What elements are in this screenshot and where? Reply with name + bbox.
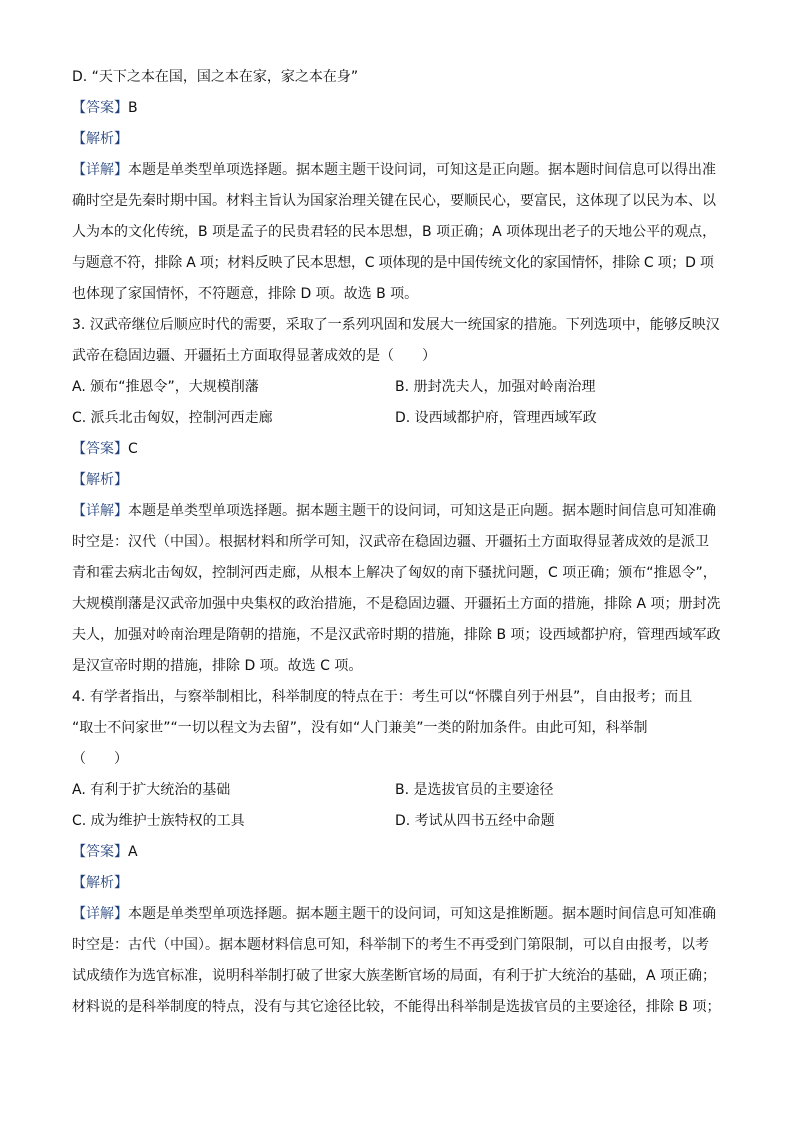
q4-options-row-1 <box>72 775 722 806</box>
detail-line: 夫人，加强对岭南治理是隋朝的措施，不是汉武帝时期的措施，排除 B 项；设西域都护府，管理西域军政 <box>72 627 721 643</box>
answer-value: B <box>128 100 138 116</box>
answer-tag: 【答案】 <box>72 844 128 860</box>
q4-option-d: D. 考试从四书五经中命题 <box>395 813 555 829</box>
stem-line: （ ） <box>72 751 128 767</box>
q4-analysis-tag: 【解析】 <box>72 875 128 891</box>
q4-stem <box>72 682 722 775</box>
detail-line: 确时空是先秦时期中国。材料主旨认为国家治理关键在民心，要顺民心，要富民，这体现了以民为本、以 <box>72 193 716 209</box>
detail-line: 【详解】本题是单类型单项选择题。据本题主题干的设问词，可知这是推断题。据本题时间信息可知准确 <box>72 906 716 922</box>
q4-options-row-2 <box>72 806 722 837</box>
answer-tag: 【答案】 <box>72 100 128 116</box>
detail-tag: 【详解】 <box>72 906 128 922</box>
detail-line: 大规模削藩是汉武帝加强中央集权的政治措施，不是稳固边疆、开疆拓土方面的措施，排除 A 项；册封冼 <box>72 596 721 612</box>
answer-value: C <box>128 441 138 457</box>
detail-line: 时空是：古代（中国）。据本题材料信息可知，科举制下的考生不再受到门第限制，可以自由报考，以考 <box>72 937 709 953</box>
q2-analysis-tag: 【解析】 <box>72 131 128 147</box>
detail-line: 材料说的是科举制度的特点，没有与其它途径比较，不能得出科举制是选拔官员的主要途径，排除 B 项； <box>72 999 721 1015</box>
q4-option-c: C. 成为维护士族特权的工具 <box>72 813 245 829</box>
stem-line: “取士不问家世”“一切以程文为去留”，没有如“人门兼美”一类的附加条件。由此可知，科举制 <box>72 720 648 736</box>
detail-line: 【详解】本题是单类型单项选择题。据本题主题干的设问词，可知这是正向题。据本题时间信息可知准确 <box>72 503 716 519</box>
stem-line: 4. 有学者指出，与察举制相比，科举制度的特点在于：考生可以“怀牒自列于州县”，自由报考；而且 <box>72 689 693 705</box>
q2-answer <box>72 93 722 124</box>
answer-value: A <box>128 844 138 860</box>
answer-tag: 【答案】 <box>72 441 128 457</box>
stem-line: 武帝在稳固边疆、开疆拓土方面取得显著成效的是（ ） <box>72 348 436 364</box>
detail-tag: 【详解】 <box>72 162 128 178</box>
q3-option-a: A. 颁布“推恩令”，大规模削藩 <box>72 379 259 395</box>
q3-analysis-tag: 【解析】 <box>72 472 128 488</box>
q3-option-b: B. 册封冼夫人，加强对岭南治理 <box>395 379 596 395</box>
q3-option-c: C. 派兵北击匈奴，控制河西走廊 <box>72 410 273 426</box>
q4-option-b: B. 是选拔官员的主要途径 <box>395 782 554 798</box>
q2-option-d: D. “天下之本在国，国之本在家，家之本在身” <box>72 69 359 85</box>
q4-option-a: A. 有利于扩大统治的基础 <box>72 782 231 798</box>
detail-line: 也体现了家国情怀，不符题意，排除 D 项。故选 B 项。 <box>72 286 419 302</box>
q3-options-row-2 <box>72 403 722 434</box>
q3-option-d: D. 设西域都护府，管理西域军政 <box>395 410 597 426</box>
detail-line: 是汉宣帝时期的措施，排除 D 项。故选 C 项。 <box>72 658 363 674</box>
q4-answer <box>72 837 722 868</box>
detail-line: 与题意不符，排除 A 项；材料反映了民本思想，C 项体现的是中国传统文化的家国情怀，排除 C 项；D 项 <box>72 255 714 271</box>
detail-line: 试成绩作为选官标准，说明科举制打破了世家大族垄断官场的局面，有利于扩大统治的基础，A 项正确； <box>72 968 717 984</box>
detail-line: 青和霍去病北击匈奴，控制河西走廊，从根本上解决了匈奴的南下骚扰问题，C 项正确；颁布“推恩令”， <box>72 565 717 581</box>
q3-answer <box>72 434 722 465</box>
detail-line: 人为本的文化传统，B 项是孟子的民贵君轻的民本思想，B 项正确；A 项体现出老子的天地公平的观点， <box>72 224 717 240</box>
detail-line: 时空是：汉代（中国）。根据材料和所学可知，汉武帝在稳固边疆、开疆拓土方面取得显著成效的是派卫 <box>72 534 709 550</box>
q3-detail <box>72 496 722 682</box>
stem-line: 3. 汉武帝继位后顺应时代的需要，采取了一系列巩固和发展大一统国家的措施。下列选项中，能够反映汉 <box>72 317 720 333</box>
q3-stem <box>72 310 722 372</box>
q4-detail <box>72 899 722 1023</box>
q3-options-row-1 <box>72 372 722 403</box>
q2-detail <box>72 155 722 310</box>
detail-tag: 【详解】 <box>72 503 128 519</box>
detail-line: 【详解】本题是单类型单项选择题。据本题主题干设问词，可知这是正向题。据本题时间信息可以得出准 <box>72 162 716 178</box>
